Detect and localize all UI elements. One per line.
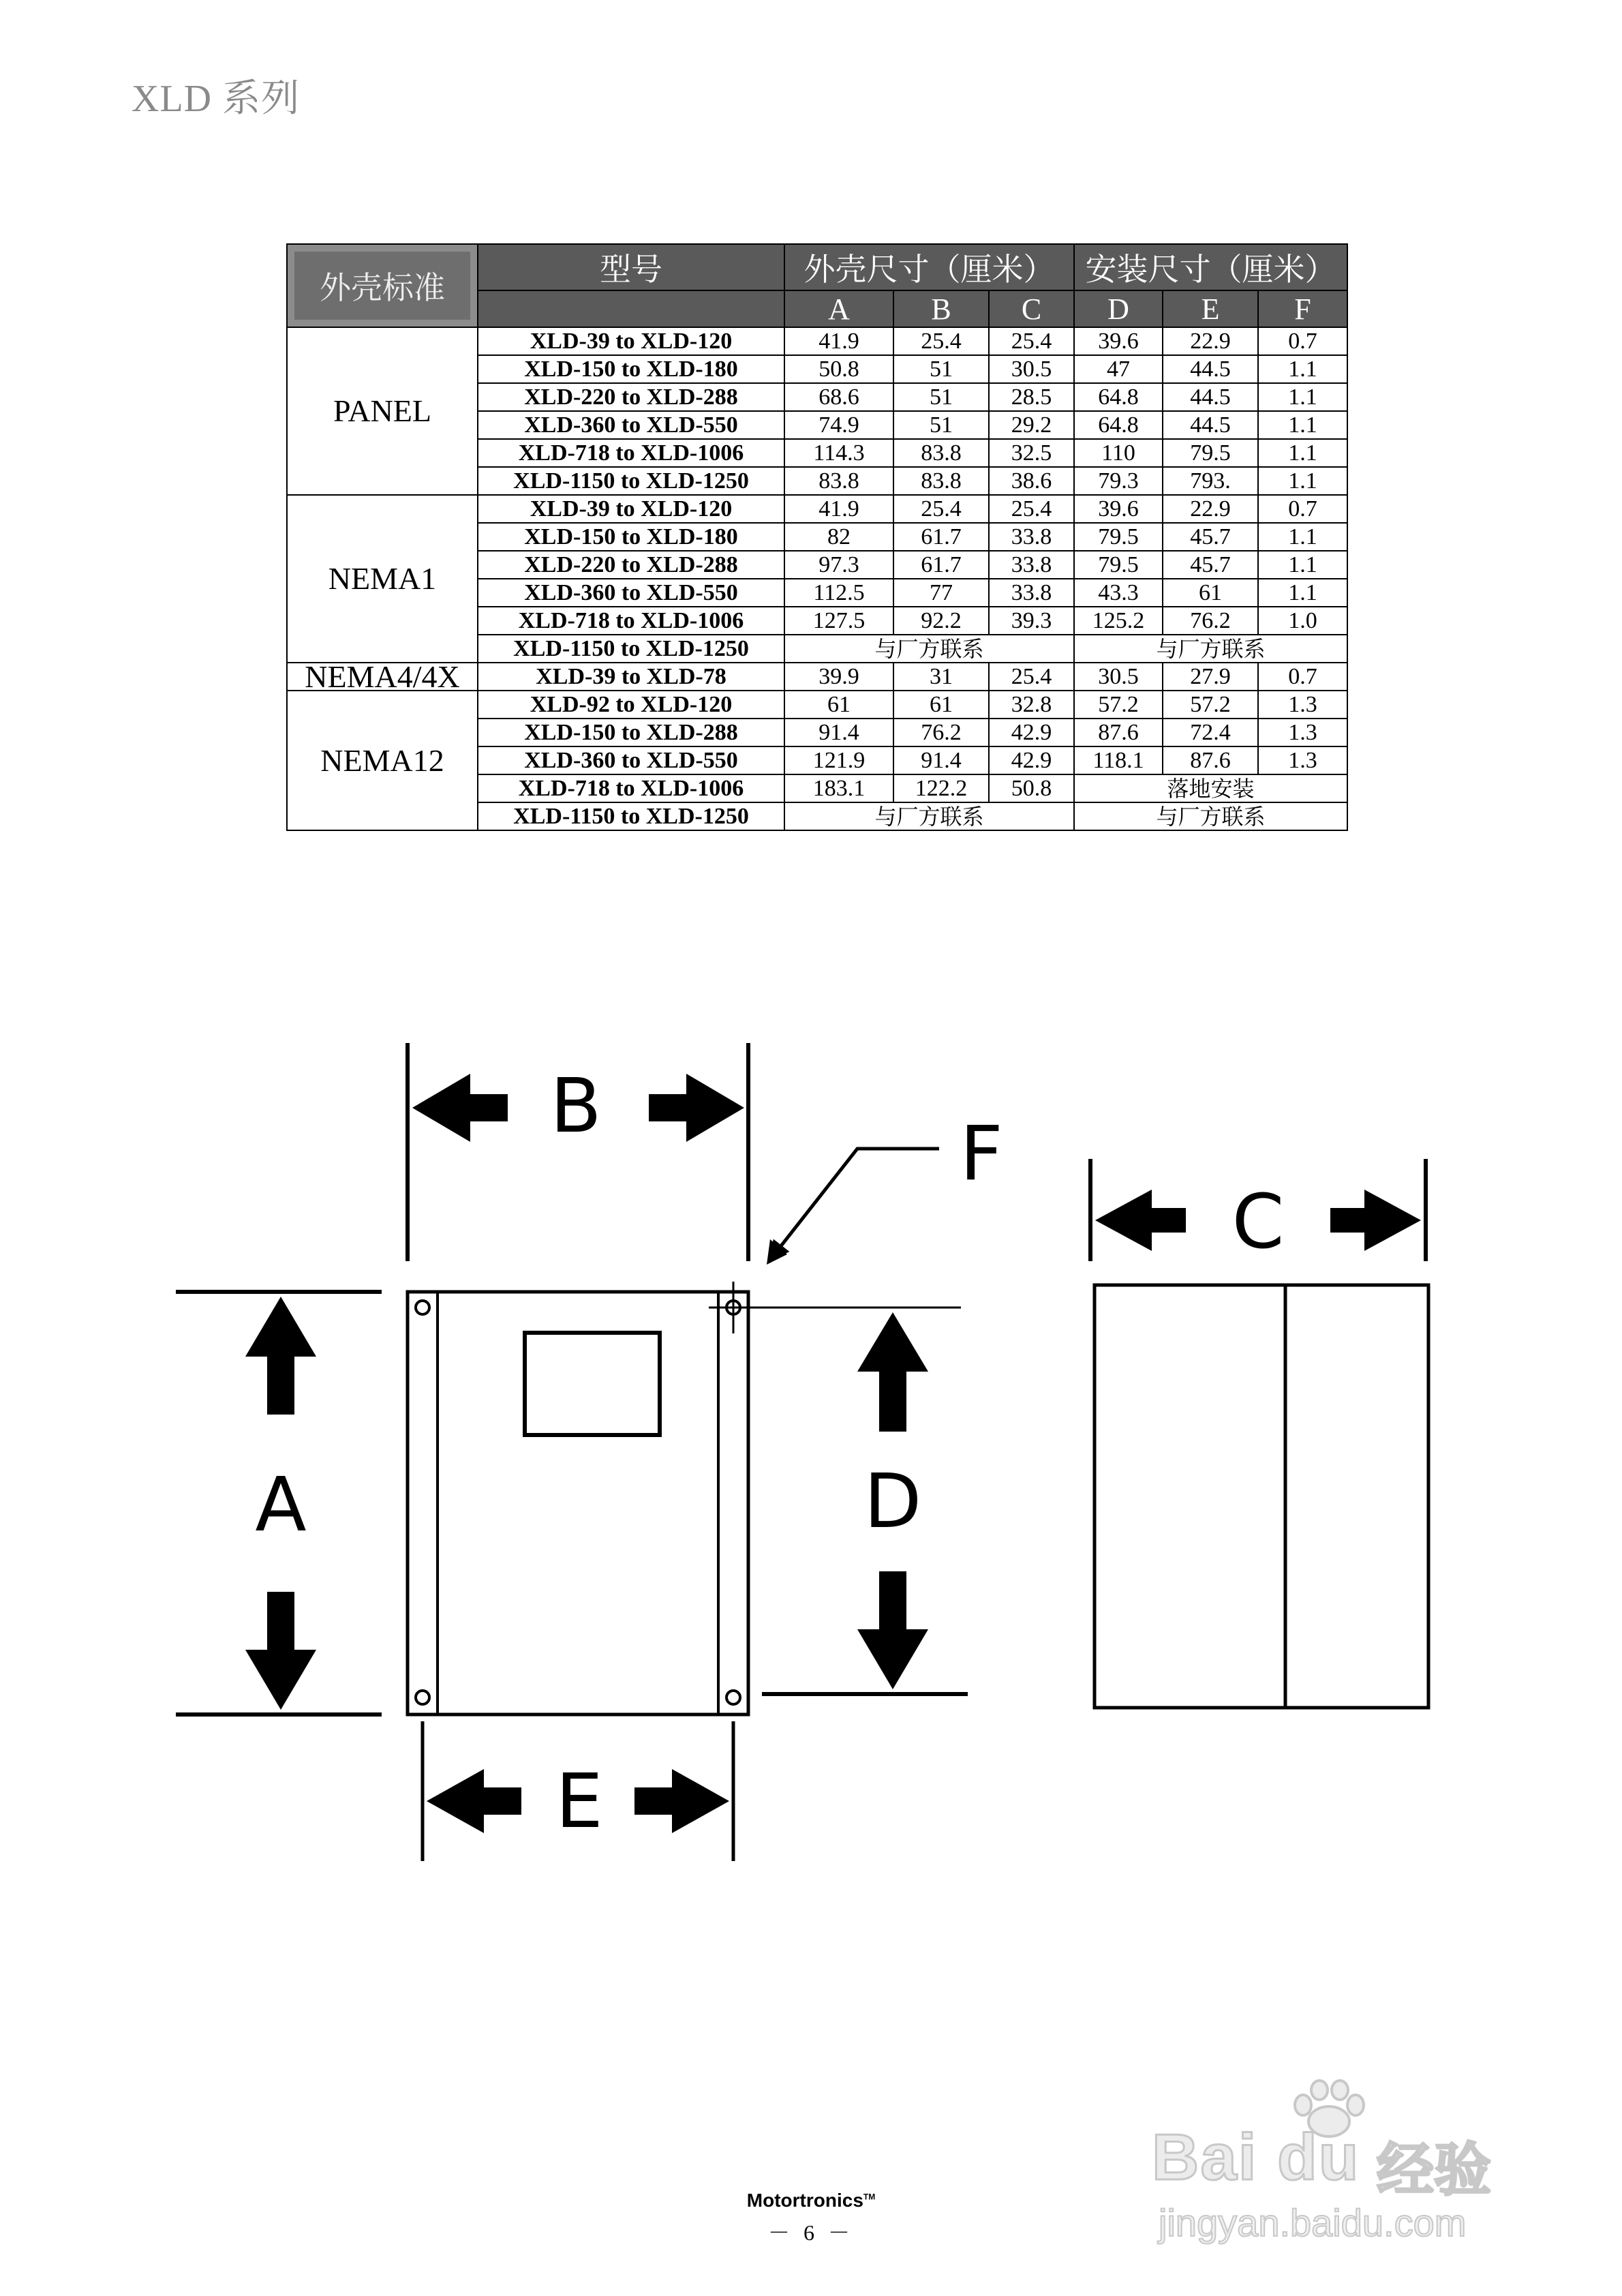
dimension-table — [286, 243, 1348, 831]
value-cell: 22.9 — [1163, 327, 1258, 355]
table-body — [287, 327, 1347, 830]
table-row — [287, 691, 1347, 719]
value-cell: 30.5 — [1074, 663, 1163, 691]
model-cell: XLD-718 to XLD-1006 — [478, 774, 784, 802]
value-cell: 39.3 — [989, 607, 1074, 635]
label-d: D — [863, 1457, 922, 1545]
model-cell: XLD-718 to XLD-1006 — [478, 439, 784, 467]
model-cell: XLD-718 to XLD-1006 — [478, 607, 784, 635]
value-cell: 122.2 — [893, 774, 989, 802]
value-cell: 72.4 — [1163, 719, 1258, 746]
value-cell: 61 — [1163, 579, 1258, 607]
outer-note-cell: 与厂方联系 — [784, 635, 1074, 663]
value-cell: 39.6 — [1074, 495, 1163, 523]
value-cell: 1.1 — [1258, 579, 1347, 607]
enclosure-standard-header: 外壳标准 — [287, 244, 478, 327]
watermark-url: jingyan.baidu.com — [1159, 2201, 1467, 2244]
value-cell: 121.9 — [784, 746, 893, 774]
model-cell: XLD-150 to XLD-180 — [478, 355, 784, 383]
value-cell: 44.5 — [1163, 411, 1258, 439]
value-cell: 32.8 — [989, 691, 1074, 719]
value-cell: 0.7 — [1258, 495, 1347, 523]
dimension-c — [1090, 1159, 1426, 1265]
model-cell: XLD-220 to XLD-288 — [478, 383, 784, 411]
value-cell: 118.1 — [1074, 746, 1163, 774]
value-cell: 1.0 — [1258, 607, 1347, 635]
value-cell: 38.6 — [989, 467, 1074, 495]
value-cell: 1.1 — [1258, 523, 1347, 551]
value-cell: 25.4 — [989, 495, 1074, 523]
value-cell: 64.8 — [1074, 383, 1163, 411]
label-a: A — [255, 1461, 307, 1548]
value-cell: 1.1 — [1258, 383, 1347, 411]
value-cell: 39.9 — [784, 663, 893, 691]
model-cell: XLD-1150 to XLD-1250 — [478, 467, 784, 495]
value-cell: 1.1 — [1258, 355, 1347, 383]
value-cell: 51 — [893, 411, 989, 439]
enclosure-group: NEMA1 — [287, 495, 478, 663]
value-cell: 42.9 — [989, 746, 1074, 774]
value-cell: 1.3 — [1258, 691, 1347, 719]
value-cell: 57.2 — [1163, 691, 1258, 719]
value-cell: 33.8 — [989, 523, 1074, 551]
value-cell: 74.9 — [784, 411, 893, 439]
value-cell: 50.8 — [784, 355, 893, 383]
value-cell: 41.9 — [784, 495, 893, 523]
value-cell: 43.3 — [1074, 579, 1163, 607]
value-cell: 87.6 — [1074, 719, 1163, 746]
value-cell: 42.9 — [989, 719, 1074, 746]
value-cell: 91.4 — [784, 719, 893, 746]
value-cell: 51 — [893, 355, 989, 383]
value-cell: 1.1 — [1258, 411, 1347, 439]
enclosure-group: NEMA12 — [287, 691, 478, 830]
value-cell: 32.5 — [989, 439, 1074, 467]
value-cell: 61 — [784, 691, 893, 719]
value-cell: 39.6 — [1074, 327, 1163, 355]
value-cell: 61 — [893, 691, 989, 719]
page-number: － 6 － — [767, 2220, 854, 2245]
page-header: XLD 系列 — [132, 78, 301, 120]
value-cell: 79.5 — [1163, 439, 1258, 467]
footer-brand-name: Motortronics — [746, 2190, 863, 2211]
label-f: F — [960, 1110, 1003, 1197]
value-cell: 125.2 — [1074, 607, 1163, 635]
value-cell: 51 — [893, 383, 989, 411]
value-cell: 79.3 — [1074, 467, 1163, 495]
value-cell: 68.6 — [784, 383, 893, 411]
label-c: C — [1231, 1178, 1285, 1265]
value-cell: 33.8 — [989, 551, 1074, 579]
column-header-a: A — [784, 290, 893, 327]
model-header: 型号 — [478, 244, 784, 290]
value-cell: 25.4 — [989, 663, 1074, 691]
dimension-d — [762, 1312, 968, 1694]
value-cell: 25.4 — [893, 327, 989, 355]
trademark-mark: TM — [863, 2192, 876, 2202]
value-cell: 61.7 — [893, 523, 989, 551]
column-header-c: C — [989, 290, 1074, 327]
watermark-cn: 经验 — [1377, 2136, 1492, 2203]
dimension-a — [176, 1292, 382, 1715]
value-cell: 83.8 — [893, 467, 989, 495]
enclosure-group: NEMA4/4X — [287, 663, 478, 691]
watermark-brand: Bai du — [1152, 2121, 1360, 2194]
value-cell: 45.7 — [1163, 551, 1258, 579]
model-cell: XLD-39 to XLD-78 — [478, 663, 784, 691]
dimension-b — [408, 1043, 748, 1261]
model-cell: XLD-220 to XLD-288 — [478, 551, 784, 579]
outer-note-cell: 与厂方联系 — [784, 802, 1074, 830]
dimension-diagram — [0, 1023, 1622, 1909]
model-cell: XLD-92 to XLD-120 — [478, 691, 784, 719]
value-cell: 76.2 — [1163, 607, 1258, 635]
model-cell: XLD-1150 to XLD-1250 — [478, 802, 784, 830]
column-header-e: E — [1163, 290, 1258, 327]
value-cell: 31 — [893, 663, 989, 691]
value-cell: 79.5 — [1074, 523, 1163, 551]
value-cell: 27.9 — [1163, 663, 1258, 691]
column-header-f: F — [1258, 290, 1347, 327]
side-view — [1095, 1285, 1428, 1708]
dimension-f — [767, 1110, 1003, 1265]
value-cell: 22.9 — [1163, 495, 1258, 523]
value-cell: 87.6 — [1163, 746, 1258, 774]
model-cell: XLD-39 to XLD-120 — [478, 495, 784, 523]
value-cell: 91.4 — [893, 746, 989, 774]
table-row — [287, 663, 1347, 691]
model-cell: XLD-1150 to XLD-1250 — [478, 635, 784, 663]
column-header-d: D — [1074, 290, 1163, 327]
value-cell: 114.3 — [784, 439, 893, 467]
value-cell: 82 — [784, 523, 893, 551]
value-cell: 28.5 — [989, 383, 1074, 411]
model-cell: XLD-150 to XLD-180 — [478, 523, 784, 551]
enclosure-group: PANEL — [287, 327, 478, 495]
column-header-b: B — [893, 290, 989, 327]
label-b: B — [550, 1062, 602, 1149]
value-cell: 1.1 — [1258, 439, 1347, 467]
value-cell: 1.1 — [1258, 551, 1347, 579]
mounting-dimension-header: 安装尺寸（厘米） — [1074, 244, 1347, 290]
value-cell: 44.5 — [1163, 383, 1258, 411]
value-cell: 1.1 — [1258, 467, 1347, 495]
value-cell: 1.3 — [1258, 719, 1347, 746]
value-cell: 29.2 — [989, 411, 1074, 439]
value-cell: 41.9 — [784, 327, 893, 355]
value-cell: 57.2 — [1074, 691, 1163, 719]
value-cell: 33.8 — [989, 579, 1074, 607]
value-cell: 76.2 — [893, 719, 989, 746]
outer-dimension-header: 外壳尺寸（厘米） — [784, 244, 1074, 290]
value-cell: 127.5 — [784, 607, 893, 635]
value-cell: 83.8 — [784, 467, 893, 495]
value-cell: 1.3 — [1258, 746, 1347, 774]
value-cell: 83.8 — [893, 439, 989, 467]
value-cell: 25.4 — [989, 327, 1074, 355]
model-cell: XLD-39 to XLD-120 — [478, 327, 784, 355]
value-cell: 97.3 — [784, 551, 893, 579]
value-cell: 793. — [1163, 467, 1258, 495]
value-cell: 0.7 — [1258, 663, 1347, 691]
value-cell: 92.2 — [893, 607, 989, 635]
model-cell: XLD-150 to XLD-288 — [478, 719, 784, 746]
value-cell: 183.1 — [784, 774, 893, 802]
footer-brand — [0, 2190, 1622, 2211]
mount-note-cell: 落地安装 — [1074, 774, 1347, 802]
model-cell: XLD-360 to XLD-550 — [478, 579, 784, 607]
value-cell: 44.5 — [1163, 355, 1258, 383]
table-row — [287, 327, 1347, 355]
model-cell: XLD-360 to XLD-550 — [478, 746, 784, 774]
value-cell: 64.8 — [1074, 411, 1163, 439]
value-cell: 112.5 — [784, 579, 893, 607]
value-cell: 110 — [1074, 439, 1163, 467]
value-cell: 45.7 — [1163, 523, 1258, 551]
value-cell: 47 — [1074, 355, 1163, 383]
mount-note-cell: 与厂方联系 — [1074, 635, 1347, 663]
model-cell: XLD-360 to XLD-550 — [478, 411, 784, 439]
value-cell: 61.7 — [893, 551, 989, 579]
value-cell: 25.4 — [893, 495, 989, 523]
value-cell: 30.5 — [989, 355, 1074, 383]
value-cell: 79.5 — [1074, 551, 1163, 579]
value-cell: 50.8 — [989, 774, 1074, 802]
mount-note-cell: 与厂方联系 — [1074, 802, 1347, 830]
value-cell: 77 — [893, 579, 989, 607]
table-row — [287, 495, 1347, 523]
value-cell: 0.7 — [1258, 327, 1347, 355]
label-e: E — [555, 1757, 603, 1845]
dimension-e — [423, 1721, 733, 1861]
model-subheader — [478, 290, 784, 327]
